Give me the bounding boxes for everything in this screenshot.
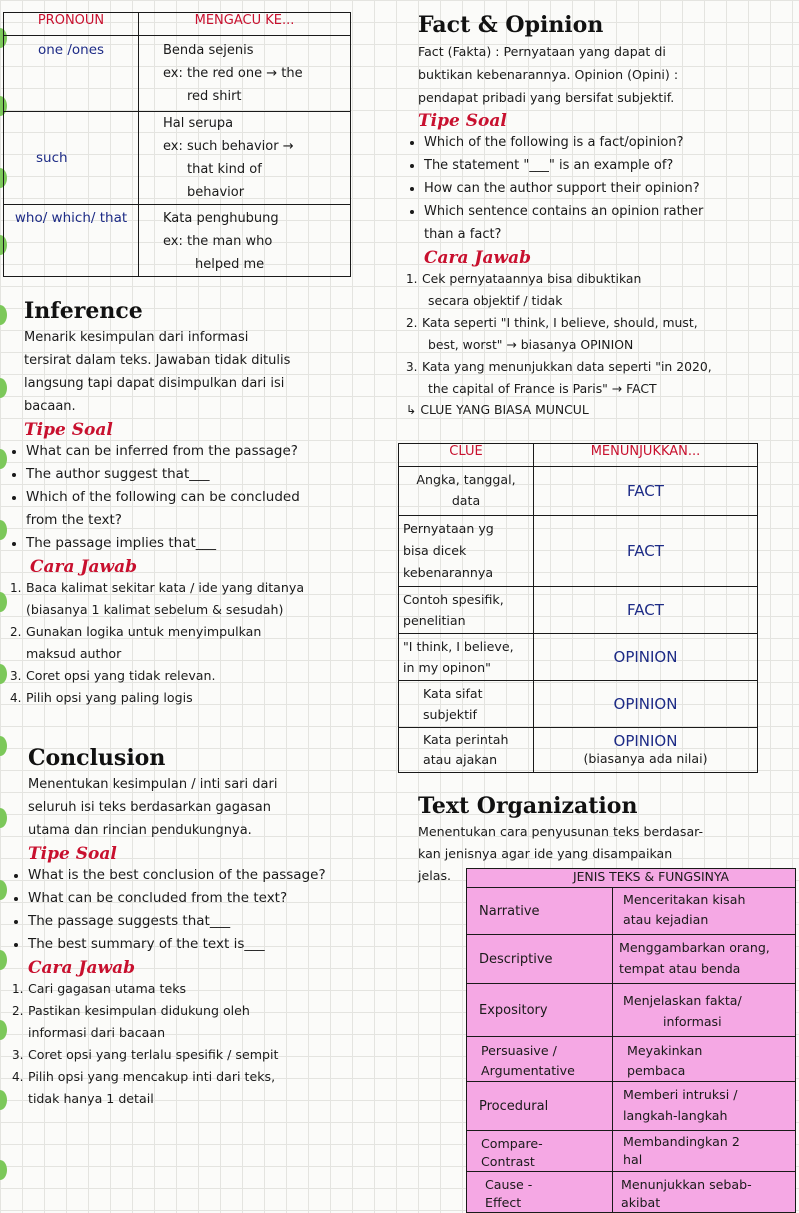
table-row	[467, 984, 796, 1037]
clue-table	[398, 443, 758, 773]
list-item: • Which sentence contains an opinion rather	[424, 200, 794, 223]
conclusion-title: Conclusion	[28, 745, 166, 771]
fact-opinion-section	[406, 12, 794, 420]
fact-opinion-title: Fact & Opinion	[418, 12, 604, 38]
inference-section	[10, 298, 384, 709]
fact-opinion-steps	[406, 268, 794, 400]
result-cell: FACT	[534, 467, 758, 516]
inference-description: Menarik kesimpulan dari informasi tersirat dalam teks. Jawaban tidak ditulis langsung tapi dapat disimpulkan dari isi bacaan.	[24, 330, 291, 414]
mengacu-cell: Kata penghubung ex: the man who helped me	[139, 205, 351, 277]
step-item: 3. Kata yang menunjukkan data seperti "in 2020, the capital of France is Paris" → FACT	[406, 359, 712, 396]
pronoun-cell: one /ones	[4, 36, 139, 112]
jenis-cell: Procedural	[467, 1082, 613, 1131]
list-item: • The statement "___" is an example of?	[424, 154, 794, 177]
result-cell: FACT	[534, 587, 758, 634]
jenis-cell: Cause - Effect	[467, 1172, 613, 1213]
list-item: • The author suggest that___	[26, 463, 384, 486]
fungsi-cell: Meyakinkan pembaca	[613, 1037, 796, 1082]
conclusion-steps	[12, 978, 388, 1110]
step-item: 1. Baca kalimat sekitar kata / ide yang ditanya (biasanya 1 kalimat sebelum & sesudah)	[10, 580, 305, 617]
fungsi-cell: Menjelaskan fakta/ informasi	[613, 984, 796, 1037]
conclusion-cara-jawab-heading: Cara Jawab	[28, 958, 136, 978]
conclusion-section	[12, 745, 388, 1110]
clue-cell: Kata perintah atau ajakan	[399, 728, 534, 773]
inference-title: Inference	[24, 298, 143, 324]
conclusion-tipe-soal-heading: Tipe Soal	[28, 844, 117, 864]
list-item: than a fact?	[424, 227, 502, 242]
fact-opinion-cara-jawab-heading: Cara Jawab	[424, 248, 532, 268]
step-item: 3. Coret opsi yang tidak relevan.	[10, 668, 216, 683]
table-row	[467, 1131, 796, 1172]
list-item: • The best summary of the text is___	[28, 933, 388, 956]
list-item: • Which of the following is a fact/opinion?	[424, 131, 794, 154]
jenis-cell: Persuasive / Argumentative	[467, 1037, 613, 1082]
mengacu-header: MENGACU KE...	[139, 13, 351, 36]
pronoun-cell: who/ which/ that	[4, 205, 139, 277]
table-row	[399, 516, 758, 587]
clue-heading: ↳ CLUE YANG BIASA MUNCUL	[406, 402, 589, 417]
list-item: • How can the author support their opinion?	[424, 177, 794, 200]
clue-cell: Contoh spesifik, penelitian	[399, 587, 534, 634]
jenis-cell: Descriptive	[467, 935, 613, 984]
table-row	[399, 634, 758, 681]
table-row	[467, 1037, 796, 1082]
clue-header: CLUE	[399, 444, 534, 467]
step-item: 3. Coret opsi yang terlalu spesifik / sempit	[12, 1047, 279, 1062]
menunjukkan-header: MENUNJUKKAN...	[534, 444, 758, 467]
list-item: • Which of the following can be concluded	[26, 486, 384, 509]
fact-opinion-description: Fact (Fakta) : Pernyataan yang dapat di buktikan kebenarannya. Opinion (Opini) : pendapat pribadi yang bersifat subjektif.	[418, 44, 679, 105]
fact-opinion-question-list	[406, 131, 794, 246]
table-row	[467, 935, 796, 984]
inference-question-list	[8, 440, 384, 555]
result-cell: OPINION	[534, 681, 758, 728]
step-item: 2. Gunakan logika untuk menyimpulkan maksud author	[10, 624, 262, 661]
list-item: • What can be concluded from the text?	[28, 887, 388, 910]
clue-cell: Kata sifat subjektif	[399, 681, 534, 728]
list-item: • The passage suggests that___	[28, 910, 388, 933]
fungsi-cell: Memberi intruksi / langkah-langkah	[613, 1082, 796, 1131]
table-row	[467, 1172, 796, 1213]
fact-opinion-tipe-soal-heading: Tipe Soal	[418, 111, 507, 131]
list-item: • What is the best conclusion of the passage?	[28, 864, 388, 887]
table-row	[467, 888, 796, 935]
list-item: • The passage implies that___	[26, 532, 384, 555]
step-item: 2. Kata seperti "I think, I believe, should, must, best, worst" → biasanya OPINION	[406, 315, 698, 352]
jenis-teks-header: JENIS TEKS & FUNGSINYA	[467, 869, 796, 888]
fungsi-cell: Menggambarkan orang, tempat atau benda	[613, 935, 796, 984]
jenis-cell: Expository	[467, 984, 613, 1037]
list-item: • What can be inferred from the passage?	[26, 440, 384, 463]
table-row	[399, 587, 758, 634]
conclusion-question-list	[10, 864, 388, 956]
jenis-teks-table	[466, 868, 796, 1213]
inference-steps	[10, 577, 384, 709]
inference-tipe-soal-heading: Tipe Soal	[24, 420, 113, 440]
jenis-cell: Compare- Contrast	[467, 1131, 613, 1172]
pronoun-header: PRONOUN	[4, 13, 139, 36]
pronoun-table	[3, 12, 351, 277]
conclusion-description: Menentukan kesimpulan / inti sari dari seluruh isi teks berdasarkan gagasan utama dan rincian pendukungnya.	[28, 777, 278, 838]
fungsi-cell: Menunjukkan sebab- akibat	[613, 1172, 796, 1213]
mengacu-cell: Hal serupa ex: such behavior → that kind of behavior	[139, 112, 351, 205]
pronoun-cell: such	[4, 112, 139, 205]
list-item: from the text?	[26, 512, 122, 528]
step-item: 4. Pilih opsi yang paling logis	[10, 690, 193, 705]
clue-cell: "I think, I believe, in my opinon"	[399, 634, 534, 681]
table-row	[399, 467, 758, 516]
step-item: 4. Pilih opsi yang mencakup inti dari teks, tidak hanya 1 detail	[12, 1069, 276, 1106]
text-organization-title: Text Organization	[418, 793, 638, 819]
clue-cell: Pernyataan yg bisa dicek kebenarannya	[399, 516, 534, 587]
mengacu-cell: Benda sejenis ex: the red one → the red shirt	[139, 36, 351, 112]
table-row	[467, 1082, 796, 1131]
table-row	[399, 728, 758, 773]
result-cell: FACT	[534, 516, 758, 587]
text-organization-description: Menentukan cara penyusunan teks berdasar- kan jenisnya agar ide yang disampaikan jelas.	[418, 824, 704, 883]
step-item: 1. Cari gagasan utama teks	[12, 981, 187, 996]
result-cell: OPINION	[534, 634, 758, 681]
fungsi-cell: Membandingkan 2 hal	[613, 1131, 796, 1172]
inference-cara-jawab-heading: Cara Jawab	[30, 557, 138, 577]
result-cell: OPINION (biasanya ada nilai)	[534, 728, 758, 773]
fungsi-cell: Menceritakan kisah atau kejadian	[613, 888, 796, 935]
table-row	[399, 681, 758, 728]
step-item: 1. Cek pernyataannya bisa dibuktikan secara objektif / tidak	[406, 271, 642, 308]
step-item: 2. Pastikan kesimpulan didukung oleh informasi dari bacaan	[12, 1003, 250, 1040]
clue-cell: Angka, tanggal, data	[399, 467, 534, 516]
jenis-cell: Narrative	[467, 888, 613, 935]
